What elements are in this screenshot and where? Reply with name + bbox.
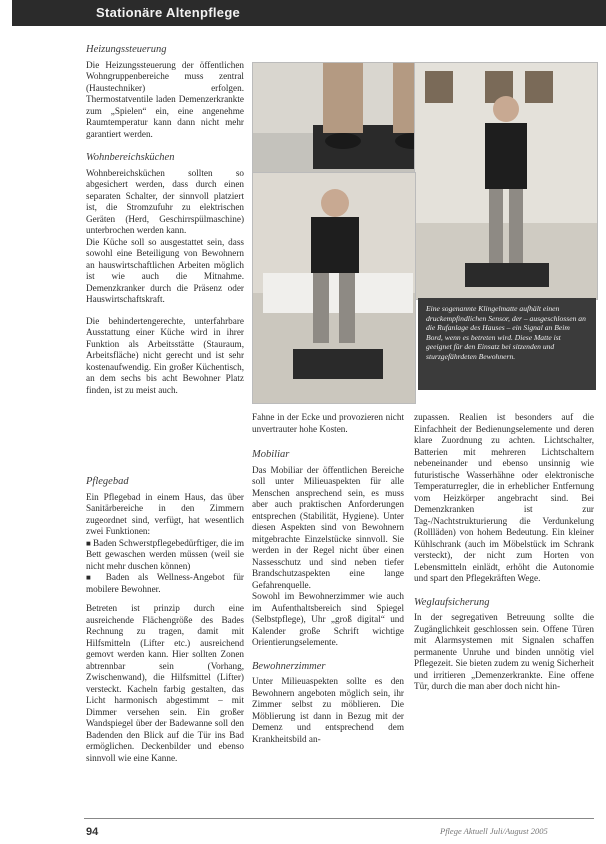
heading-heizung: Heizungssteuerung xyxy=(86,44,167,55)
bullet-item: ■ Baden als Wellness-Angebot für mobilere Bewohner. xyxy=(86,572,244,595)
photo-standing-illustration xyxy=(415,63,597,299)
footer-divider xyxy=(84,818,594,819)
page-number: 94 xyxy=(86,826,99,838)
bullet-item: ■ Baden Schwerstpflegebedürftiger, die im Bett gewaschen werden müssen (weil sie nicht mehr duschen können) xyxy=(86,538,244,573)
column-3 xyxy=(414,412,594,693)
footer-source: Pflege Aktuell Juli/August 2005 xyxy=(440,826,548,836)
text-pflegebad-1: Ein Pflegebad in einem Haus, das über Sanitärbereiche in den Zimmern zugeordnet sind, verfügt, hat wesentlich zwei Funktionen: xyxy=(86,491,244,536)
photo-man-sitting xyxy=(252,172,416,404)
text-continued-3: zupassen. Realien ist besonders auf die Einfachheit der Bedienungselemente und deren klare Zuordnung zu achten. Lichtschalter, Batterien mit mehreren Lichtschaltern nebeneinander und ebenso unsinnig wie futuristische Wasserhähne oder elektronische Temperaturregler, die in erheblicher Entfernung vom Heizkörper angebracht sind. Bei Demenzkranken ist zur Tag-/Nachtstrukturierung die Verdunkelung (Rollläden) von hohem Bedeutung. Ein kleiner Kühlschrank (auch im Möbelstück im Schrank versteckt), der nicht zum Horten von Lebensmitteln einlädt, erhöht die Autonomie und spart den Pflegekräften Wege. xyxy=(414,412,594,583)
text-bewohnerzimmer: Unter Milieuaspekten sollte es den Bewohnern angeboten möglich sein, ihr Zimmer selbst zu möblieren. Die Möblierung ist dann in Bezug mit der Demenz und entsprechend dem Krankheitsbild an- xyxy=(252,676,404,744)
text-mobiliar: Das Mobiliar der öffentlichen Bereiche soll unter Milieuaspekten für alle Menschen ansprechend sein, es muss aber auch praktischen Anforderungen entsprechen (Stabilität, Hygiene). Unter diesen Aspekten sind von Bewohnern mitgebrachte Einzelstücke sinnvoll. Sie werden in der Regel nicht über einen Nassesschutz und sind neben tiefer Brandschutzaspekten eine lange Gefahrenquelle. xyxy=(252,464,404,590)
text-pflegebad-2: Betreten ist prinzip durch eine ausreichende Flächengröße des Bades Rechnung zu tragen, damit mit Hilfsmitteln (Lifter etc.) ausreichend gemovt werden kann. Hier sollten Zonen abtrennbar sein (Vorhang, Zwischenwand), die Hilfsmittel (Lifter) versteckt. Kacheln farbig gestalten, das Licht harmonisch abgestimmt – mit Dimmer versehen sein. Ein großer Wandspiegel über der Badewanne soll den Badenden den Blick auf die Tür ins Bad ermöglichen. Deckenbilder und ebenso sinnvoll wie eine Kanne. xyxy=(86,603,244,763)
text-weglaufsicherung: In der segregativen Betreuung sollte die Zugänglichkeit geschlossen sein. Offene Türen mit Alarmsystemen mit Signalen schaffen permanente Unruhe und binden unnötig viel Pflegezeit. Sie bieten zudem zu wenig Sicherheit und irritieren „Demenzerkrankte. Eine offene Tür, durch die man aber doch nicht hin- xyxy=(414,612,594,691)
column-1 xyxy=(86,44,244,396)
text-wohnbereich-2: Die Küche soll so ausgestattet sein, dass sowohl eine Beteiligung von Bewohnern an hauswirtschaftlichen Arbeiten möglich ist wie auch die Mitnahme. Demenzkranker durch die Präsenz oder Hauswirtschaftskraft. xyxy=(86,236,244,304)
text-mobiliar-2: Sowohl im Bewohnerzimmer wie auch im Aufenthaltsbereich sind Spiegel (Selbstpflege), Uhr „groß digital“ und Kalender große Schrift wichtige Orientierungselemente. xyxy=(252,591,404,647)
text-wohnbereich-3: Die behindertengerechte, unterfahrbare Ausstattung einer Küche wird in ihrer Funktion als Arbeitsstätte (Stauraum, Arbeitsfläche) nicht gerecht und ist sehr kostenaufwendig. Ein großer Küchentisch, an dem sechs bis acht Bewohner Platz finden, ist zu meist auch. xyxy=(86,315,244,395)
text-heizung: Die Heizungssteuerung der öffentlichen Wohngruppenbereiche muss zentral (Haustechniker) erfolgen. Thermostatventile laden Demenzerkrankte zum „Spielen“ ein, eine angenehme Raumtemperatur kann dann nicht mehr garantiert werden. xyxy=(86,59,244,139)
heading-weglaufsicherung: Weglaufsicherung xyxy=(414,596,490,608)
heading-pflegebad: Pflegebad xyxy=(86,476,129,487)
text-wohnbereich-1: Wohnbereichsküchen sollten so abgesichert werden, dass durch einen separaten Schalter, der sinnvoll platziert ist, die Stromzufuhr zu elektrischen Geräten (Herd, Geschirrspülmaschine) unterbrochen werden kann. xyxy=(86,167,244,235)
heading-wohnbereich: Wohnbereichsküchen xyxy=(86,152,175,163)
column-1-lower xyxy=(86,476,244,764)
photo-sitting-illustration xyxy=(253,173,415,403)
photo-man-standing xyxy=(414,62,598,300)
heading-mobiliar: Mobiliar xyxy=(252,449,290,460)
section-title: Stationäre Altenpflege xyxy=(96,5,241,20)
header-bar xyxy=(12,0,606,26)
photo-caption: Eine sogenannte Klingelmatte aufhält einen druckempfindlichen Sensor, der – ausgeschlossen an die Rufanlage des Hauses – ein Signal an Beim Bord, wenn es betreten wird. Diese Matte ist geeignet für den Einsatz bei sitzenden und sturzgefährdeten Bewohnern. xyxy=(418,298,596,390)
text-continued: Fahne in der Ecke und provozieren nicht unvertrauter hohe Kosten. xyxy=(252,412,404,434)
column-2 xyxy=(252,412,404,745)
heading-bewohnerzimmer: Bewohnerzimmer xyxy=(252,660,326,672)
